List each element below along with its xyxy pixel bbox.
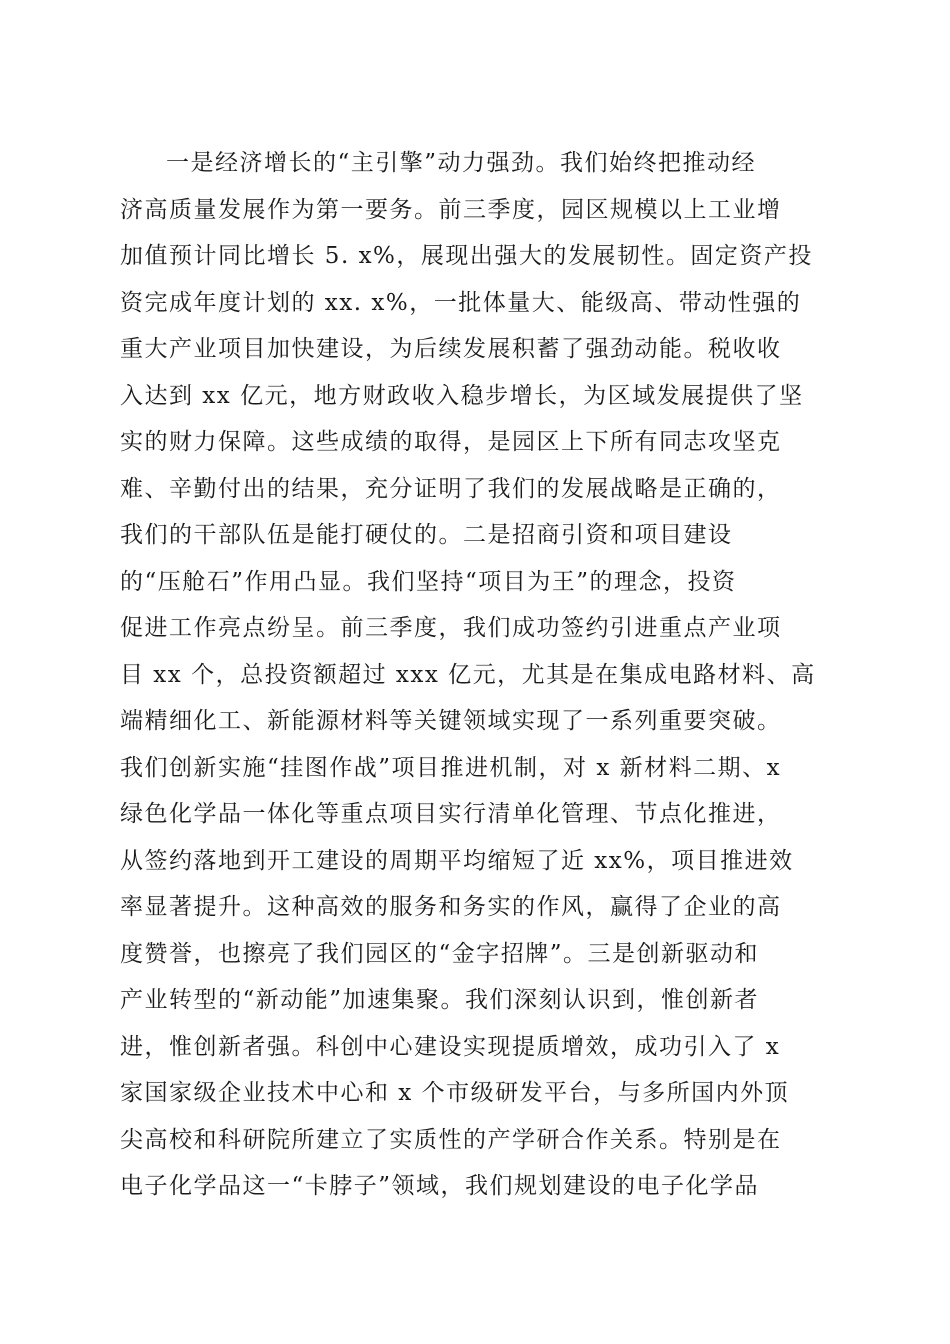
text-line: 产业转型的“新动能”加速集聚。我们深刻认识到，惟创新者 [120, 987, 760, 1013]
text-line: 家国家级企业技术中心和 x 个市级研发平台，与多所国内外顶 [120, 1080, 790, 1106]
text-line: 一是经济增长的“主引擎”动力强劲。我们始终把推动经 [166, 150, 757, 176]
text-line: 端精细化工、新能源材料等关键领域实现了一系列重要突破。 [120, 708, 782, 734]
text-line: 从签约落地到开工建设的周期平均缩短了近 xx%，项目推进效 [120, 847, 794, 874]
text-line: 率显著提升。这种高效的服务和务实的作风，赢得了企业的高 [120, 894, 782, 920]
text-line: 实的财力保障。这些成绩的取得，是园区上下所有同志攻坚克 [120, 429, 782, 455]
text-line: 资完成年度计划的 xx. x%，一批体量大、能级高、带动性强的 [120, 289, 802, 316]
text-line: 入达到 xx 亿元，地方财政收入稳步增长，为区域发展提供了坚 [120, 382, 804, 409]
text-line: 难、辛勤付出的结果，充分证明了我们的发展战略是正确的， [120, 475, 782, 502]
text-line: 的“压舱石”作用凸显。我们坚持“项目为王”的理念，投资 [120, 568, 737, 595]
text-line: 加值预计同比增长 5. x%，展现出强大的发展韧性。固定资产投 [120, 243, 813, 269]
text-line: 度赞誉，也擦亮了我们园区的“金字招牌”。三是创新驱动和 [120, 940, 760, 967]
text-line: 重大产业项目加快建设，为后续发展积蓄了强劲动能。税收收 [120, 336, 782, 362]
text-line: 促进工作亮点纷呈。前三季度，我们成功签约引进重点产业项 [120, 615, 782, 641]
text-line: 电子化学品这一“卡脖子”领域，我们规划建设的电子化学品 [120, 1173, 760, 1199]
text-line: 尖高校和科研院所建立了实质性的产学研合作关系。特别是在 [120, 1126, 782, 1153]
text-line: 进，惟创新者强。科创中心建设实现提质增效，成功引入了 x [120, 1033, 781, 1060]
text-line: 绿色化学品一体化等重点项目实行清单化管理、节点化推进， [120, 801, 782, 827]
text-line: 我们的干部队伍是能打硬仗的。二是招商引资和项目建设 [120, 522, 733, 548]
body-paragraph [120, 140, 832, 1210]
text-line: 目 xx 个，总投资额超过 xxx 亿元，尤其是在集成电路材料、高 [120, 661, 816, 688]
text-line: 济高质量发展作为第一要务。前三季度，园区规模以上工业增 [120, 196, 782, 223]
text-line: 我们创新实施“挂图作战”项目推进机制，对 x 新材料二期、x [120, 754, 782, 781]
